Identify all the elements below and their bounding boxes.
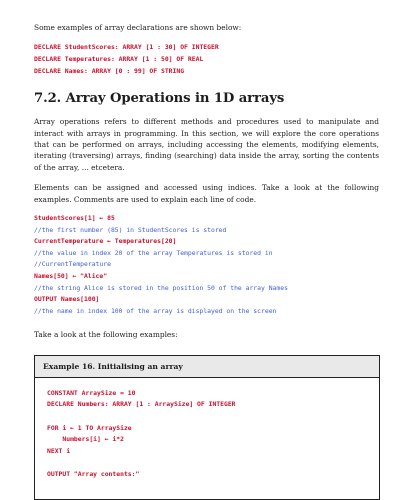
code-line: StudentScores[1] ← 85 — [34, 214, 115, 223]
code-comment: //CurrentTemperature — [34, 260, 111, 269]
example-code-line: NEXT i — [47, 446, 71, 455]
section-heading: 7.2. Array Operations in 1D arrays — [34, 91, 285, 107]
code-comment: //the name in index 100 of the array is displayed on the screen — [34, 306, 277, 315]
blank-line — [47, 411, 367, 423]
example-title: Example 16. Initialising an array — [35, 356, 379, 378]
section-paragraph-1: Array operations refers to different methods and procedures used to manipulate and interact with arrays in programming. In this section, we will explore the core operations that can be performed on arrays, including accessing the elements, modifying elements, iterating (traversing) arrays, finding (searching) data inside the array, sorting the contents of the array, ... etcetera. — [34, 117, 379, 172]
blank-line — [47, 457, 367, 469]
example-code-line: DECLARE Numbers: ARRAY [1 : ArraySize] OF INTEGER — [47, 400, 236, 409]
example-code — [35, 378, 379, 499]
assignment-code-block — [34, 213, 379, 317]
example-box — [34, 355, 380, 500]
example-code-line: Numbers[i] ← i*2 — [47, 435, 124, 444]
code-line: DECLARE Temperatures: ARRAY [1 : 50] OF REAL — [34, 55, 204, 63]
example-code-line: CONSTANT ArraySize = 10 — [47, 388, 136, 397]
code-line: OUTPUT Names[100] — [34, 295, 100, 304]
example-code-line: FOR i ← 1 TO ArraySize — [47, 423, 132, 432]
code-line: DECLARE StudentScores: ARRAY [1 : 30] OF INTEGER — [34, 43, 219, 52]
code-comment: //the value in index 20 of the array Temperatures is stored in — [34, 248, 273, 257]
code-line: DECLARE Names: ARRAY [0 : 99] OF STRING — [34, 66, 185, 75]
code-comment: //the first number (85) in StudentScores is stored — [34, 225, 227, 234]
code-comment: //the string Alice is stored in the position 50 of the array Names — [34, 283, 288, 292]
declarations-code — [34, 42, 379, 77]
example-code-line: OUTPUT "Array contents:" — [47, 469, 140, 478]
code-line: Names[50] ← "Alice" — [34, 272, 108, 280]
intro-text: Some examples of array declarations are shown below: — [34, 23, 242, 32]
lead-text: Take a look at the following examples: — [34, 330, 178, 340]
code-line: CurrentTemperature ← Temperatures[20] — [34, 237, 177, 246]
section-paragraph-2: Elements can be assigned and accessed using indices. Take a look at the following examples. Comments are used to explain each line of code. — [34, 183, 379, 204]
